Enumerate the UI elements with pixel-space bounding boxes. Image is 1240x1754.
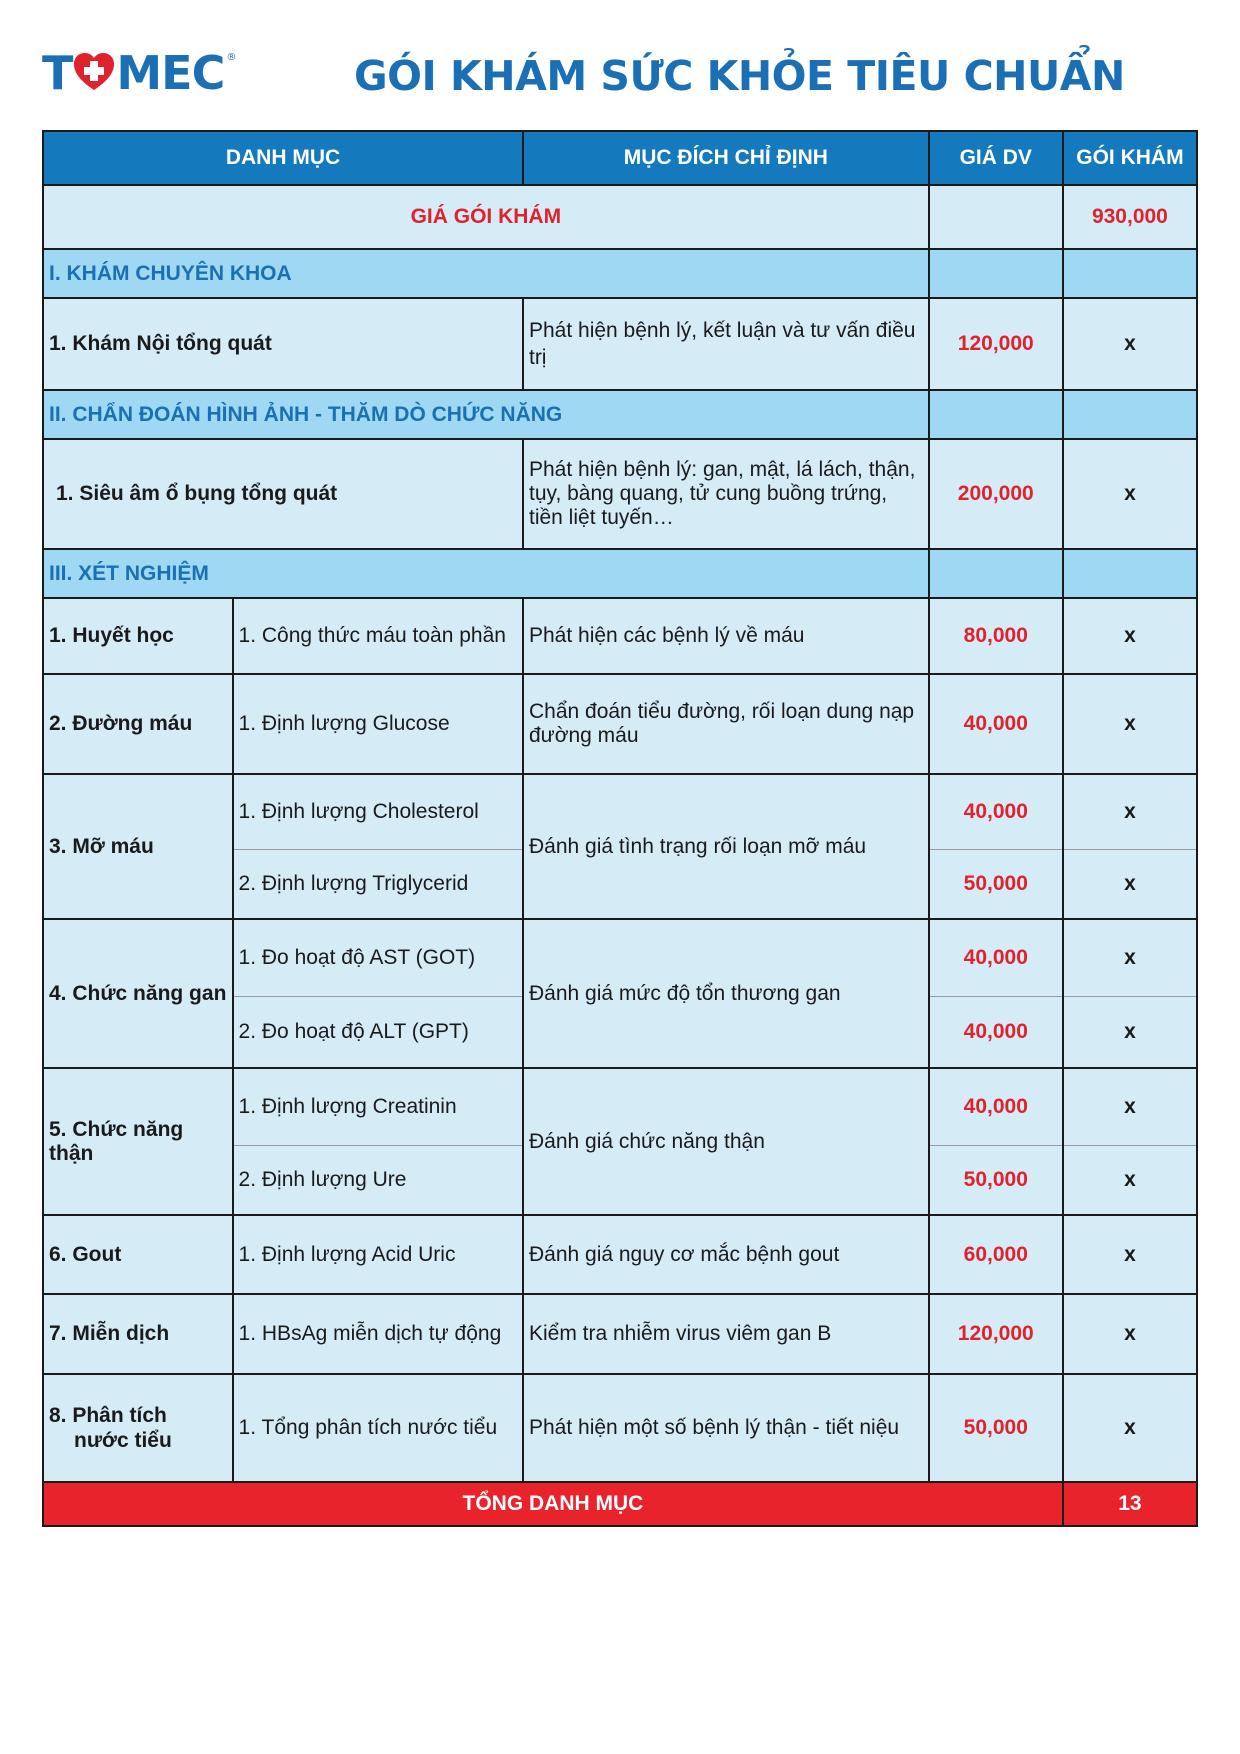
- group-name: 6. Gout: [43, 1215, 233, 1294]
- section-row: [43, 249, 1197, 298]
- row-included-mark: x: [1063, 439, 1197, 549]
- row-purpose: Đánh giá mức độ tổn thương gan: [523, 919, 929, 1068]
- group-name: 7. Miễn dịch: [43, 1294, 233, 1374]
- row-price: 40,000: [929, 774, 1063, 849]
- test-name: 1. Định lượng Creatinin: [233, 1068, 523, 1145]
- test-name: 2. Định lượng Triglycerid: [233, 849, 523, 919]
- group-name: 1. Huyết học: [43, 598, 233, 674]
- table-row: [43, 674, 1197, 774]
- row-purpose: Đánh giá chức năng thận: [523, 1068, 929, 1215]
- test-name: 1. Tổng phân tích nước tiểu: [233, 1374, 523, 1482]
- row-price: 120,000: [929, 1294, 1063, 1374]
- section-title-lab-tests: III. XÉT NGHIỆM: [43, 549, 929, 598]
- row-included-mark: x: [1063, 919, 1197, 996]
- row-purpose: Đánh giá tình trạng rối loạn mỡ máu: [523, 774, 929, 919]
- row-price: 40,000: [929, 1068, 1063, 1145]
- health-package-table: [42, 130, 1198, 1527]
- total-row: [43, 1482, 1197, 1526]
- table-row: [43, 298, 1197, 390]
- row-included-mark: x: [1063, 1294, 1197, 1374]
- row-price: 50,000: [929, 1374, 1063, 1482]
- col-header-category: DANH MỤC: [43, 131, 523, 185]
- test-name: 1. Công thức máu toàn phần: [233, 598, 523, 674]
- col-header-package: GÓI KHÁM: [1063, 131, 1197, 185]
- table-row: [43, 1374, 1197, 1482]
- row-included-mark: x: [1063, 298, 1197, 390]
- registered-mark: ®: [226, 51, 236, 63]
- row-included-mark: x: [1063, 996, 1197, 1068]
- table-row: [43, 598, 1197, 674]
- table-row: [43, 1215, 1197, 1294]
- group-name: 4. Chức năng gan: [43, 919, 233, 1068]
- test-name: 1. HBsAg miễn dịch tự động: [233, 1294, 523, 1374]
- test-name: 1. Định lượng Cholesterol: [233, 774, 523, 849]
- table-header-row: [43, 131, 1197, 185]
- row-included-mark: x: [1063, 849, 1197, 919]
- empty-cell: [1063, 390, 1197, 439]
- group-name-line2: nước tiểu: [74, 1429, 172, 1452]
- row-included-mark: x: [1063, 598, 1197, 674]
- logo-text-t: T: [42, 46, 73, 100]
- row-purpose: Phát hiện các bệnh lý về máu: [523, 598, 929, 674]
- row-price: 200,000: [929, 439, 1063, 549]
- row-purpose: Chẩn đoán tiểu đường, rối loạn dung nạp đường máu: [523, 674, 929, 774]
- section-title-imaging: II. CHẨN ĐOÁN HÌNH ẢNH - THĂM DÒ CHỨC NĂNG: [43, 390, 929, 439]
- empty-cell: [929, 249, 1063, 298]
- row-included-mark: x: [1063, 674, 1197, 774]
- test-name: 1. Định lượng Acid Uric: [233, 1215, 523, 1294]
- row-purpose: Đánh giá nguy cơ mắc bệnh gout: [523, 1215, 929, 1294]
- test-name: 1. Định lượng Glucose: [233, 674, 523, 774]
- row-purpose: Kiểm tra nhiễm virus viêm gan B: [523, 1294, 929, 1374]
- table-row: [43, 1068, 1197, 1145]
- row-item-name: 1. Khám Nội tổng quát: [43, 298, 523, 390]
- group-name-line1: 8. Phân tích: [49, 1404, 167, 1427]
- row-price: 50,000: [929, 849, 1063, 919]
- test-name: 2. Định lượng Ure: [233, 1145, 523, 1215]
- table-row: [43, 1294, 1197, 1374]
- row-item-name: 1. Siêu âm ổ bụng tổng quát: [43, 439, 523, 549]
- table-row: [43, 439, 1197, 549]
- package-price-label: GIÁ GÓI KHÁM: [43, 185, 929, 249]
- total-count: 13: [1063, 1482, 1197, 1526]
- empty-cell: [929, 390, 1063, 439]
- col-header-service-price: GIÁ DV: [929, 131, 1063, 185]
- test-name: 2. Đo hoạt độ ALT (GPT): [233, 996, 523, 1068]
- tomec-logo: [42, 48, 235, 98]
- empty-cell: [1063, 549, 1197, 598]
- group-name: 5. Chức năng thận: [43, 1068, 233, 1215]
- row-included-mark: x: [1063, 1374, 1197, 1482]
- row-price: 40,000: [929, 919, 1063, 996]
- section-title-specialty: I. KHÁM CHUYÊN KHOA: [43, 249, 929, 298]
- package-price-value: 930,000: [1063, 185, 1197, 249]
- empty-cell: [929, 549, 1063, 598]
- group-name: 2. Đường máu: [43, 674, 233, 774]
- table-row: [43, 919, 1197, 996]
- row-included-mark: x: [1063, 1068, 1197, 1145]
- row-included-mark: x: [1063, 774, 1197, 849]
- package-price-row: [43, 185, 1197, 249]
- heart-cross-icon: [73, 52, 115, 94]
- group-name: [43, 1374, 233, 1482]
- row-purpose: Phát hiện bệnh lý, kết luận và tư vấn điều trị: [523, 298, 929, 390]
- row-price: 40,000: [929, 674, 1063, 774]
- total-label: TỔNG DANH MỤC: [43, 1482, 1063, 1526]
- row-purpose: Phát hiện một số bệnh lý thận - tiết niệu: [523, 1374, 929, 1482]
- row-included-mark: x: [1063, 1145, 1197, 1215]
- row-included-mark: x: [1063, 1215, 1197, 1294]
- row-price: 60,000: [929, 1215, 1063, 1294]
- row-price: 120,000: [929, 298, 1063, 390]
- group-name: 3. Mỡ máu: [43, 774, 233, 919]
- logo-text-mec: MEC: [116, 46, 225, 100]
- row-price: 40,000: [929, 996, 1063, 1068]
- table-row: [43, 774, 1197, 849]
- page-title: GÓI KHÁM SỨC KHỎE TIÊU CHUẨN: [354, 52, 1125, 100]
- empty-cell: [1063, 249, 1197, 298]
- section-row: [43, 390, 1197, 439]
- test-name: 1. Đo hoạt độ AST (GOT): [233, 919, 523, 996]
- col-header-purpose: MỤC ĐÍCH CHỈ ĐỊNH: [523, 131, 929, 185]
- row-price: 80,000: [929, 598, 1063, 674]
- empty-cell: [929, 185, 1063, 249]
- section-row: [43, 549, 1197, 598]
- row-purpose: Phát hiện bệnh lý: gan, mật, lá lách, thận, tụy, bàng quang, tử cung buồng trứng, tiền liệt tuyến…: [523, 439, 929, 549]
- row-price: 50,000: [929, 1145, 1063, 1215]
